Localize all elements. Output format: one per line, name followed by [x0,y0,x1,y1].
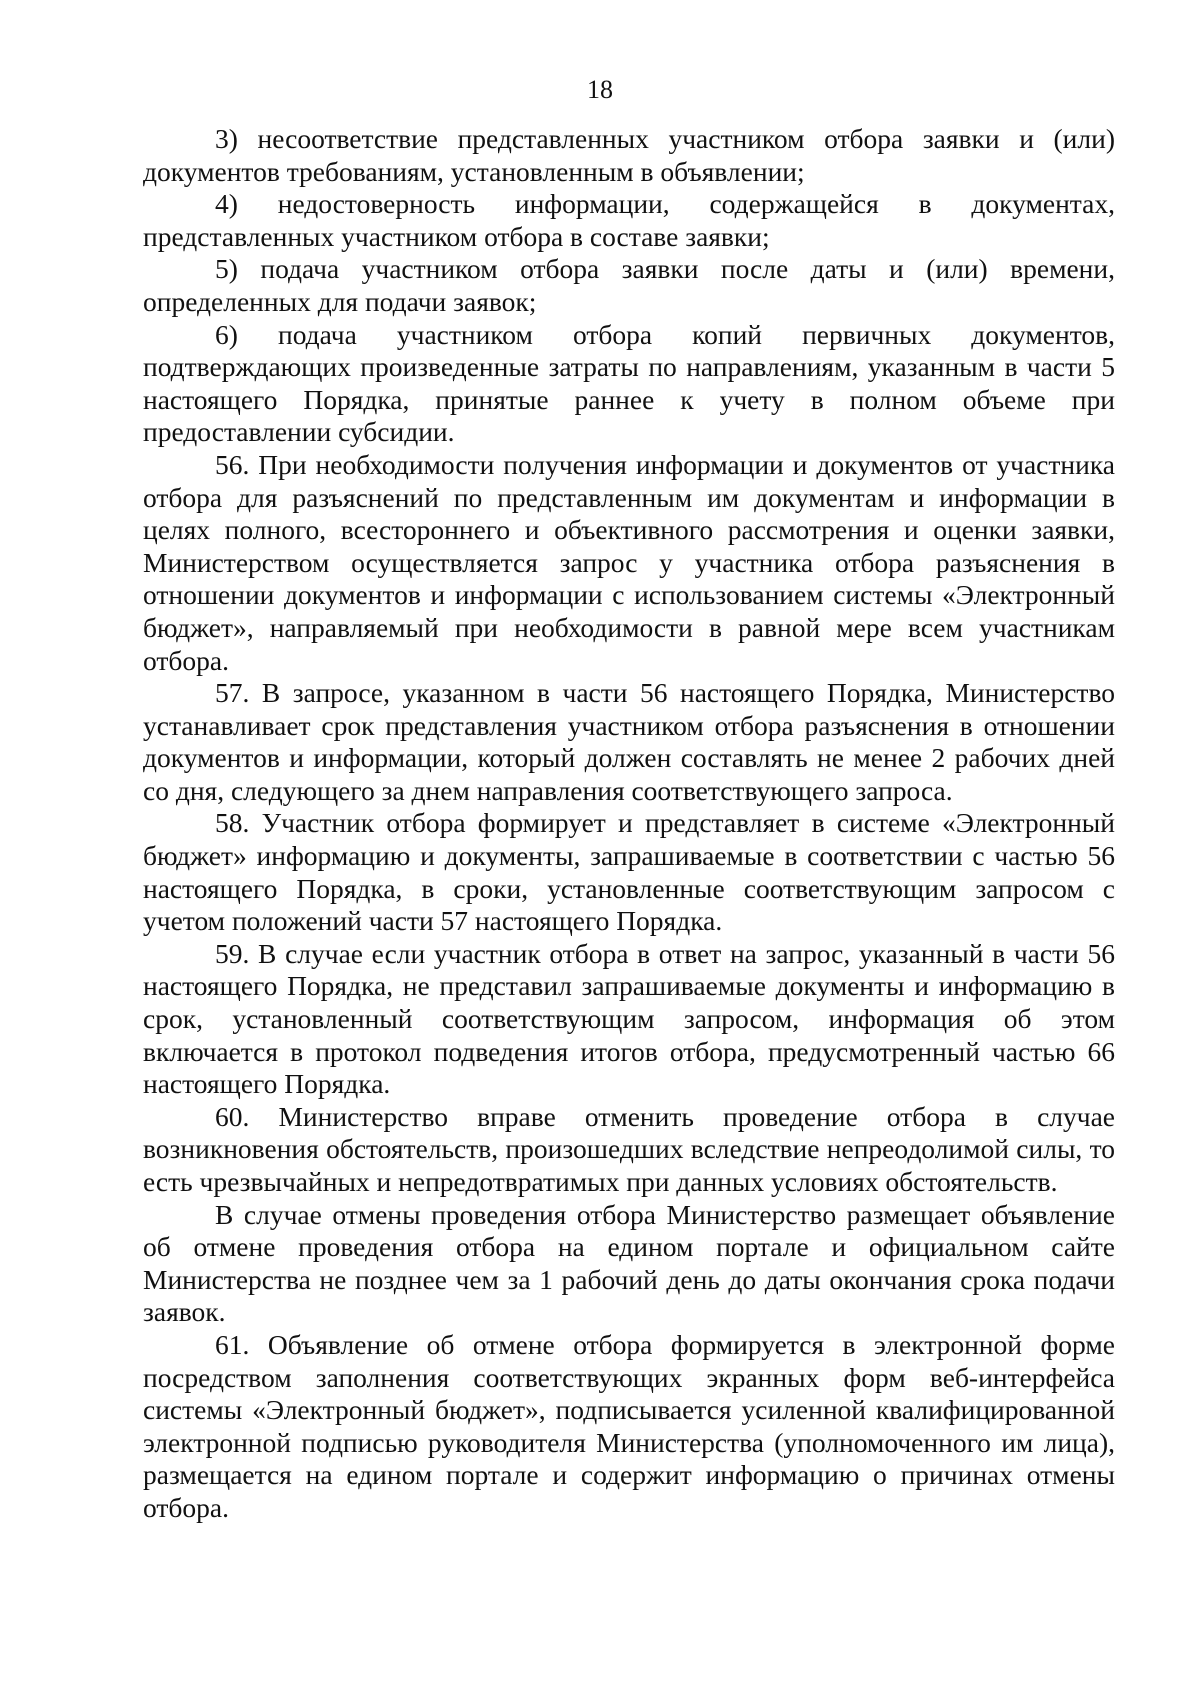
clause-58: 58. Участник отбора формирует и представляет в системе «Электронный бюджет» информацию и документы, запрашиваемые в соответствии с частью 56 настоящего Порядка, в сроки, установленные соответствующим запросом с учетом положений части 57 настоящего Порядка. [143,807,1115,937]
clause-61: 61. Объявление об отмене отбора формируется в электронной форме посредством заполнения соответствующих экранных форм веб-интерфейса системы «Электронный бюджет», подписывается усиленной квалифицированной электронной подписью руководителя Министерства (уполномоченного им лица), размещается на едином портале и содержит информацию о причинах отмены отбора. [143,1328,1115,1523]
clause-59: 59. В случае если участник отбора в ответ на запрос, указанный в части 56 настоящего Порядка, не представил запрашиваемые документы и информацию в срок, установленный соответствующим запросом, информация об этом включается в протокол подведения итогов отбора, предусмотренный частью 66 настоящего Порядка. [143,937,1115,1100]
clause-60-continuation: В случае отмены проведения отбора Министерство размещает объявление об отмене проведения отбора на едином портале и официальном сайте Министерства не позднее чем за 1 рабочий день до даты окончания срока подачи заявок. [143,1198,1115,1328]
clause-60: 60. Министерство вправе отменить проведение отбора в случае возникновения обстоятельств, произошедших вследствие непреодолимой силы, то есть чрезвычайных и непредотвратимых при данных условиях обстоятельств. [143,1100,1115,1197]
list-item-5: 5) подача участником отбора заявки после даты и (или) времени, определенных для подачи заявок; [143,253,1115,317]
clause-57: 57. В запросе, указанном в части 56 настоящего Порядка, Министерство устанавливает срок представления участником отбора разъяснения в отношении документов и информации, который должен составлять не менее 2 рабочих дней со дня, следующего за днем направления соответствующего запроса. [143,677,1115,806]
clause-56: 56. При необходимости получения информации и документов от участника отбора для разъяснений по представленным им документам и информации в целях полного, всестороннего и объективного рассмотрения и оценки заявки, Министерством осуществляется запрос у участника отбора разъяснения в отношении документов и информации с использованием системы «Электронный бюджет», направляемый при необходимости в равной мере всем участникам отбора. [143,448,1115,676]
list-item-6: 6) подача участником отбора копий первичных документов, подтверждающих произведенные затраты по направлениям, указанным в части 5 настоящего Порядка, принятые раннее к учету в полном объеме при предоставлении субсидии. [143,318,1115,448]
list-item-4: 4) недостоверность информации, содержащейся в документах, представленных участником отбора в составе заявки; [143,188,1115,252]
document-body [143,123,1115,1525]
list-item-3: 3) несоответствие представленных участником отбора заявки и (или) документов требованиям, установленным в объявлении; [143,123,1115,187]
page-number: 18 [587,75,613,104]
